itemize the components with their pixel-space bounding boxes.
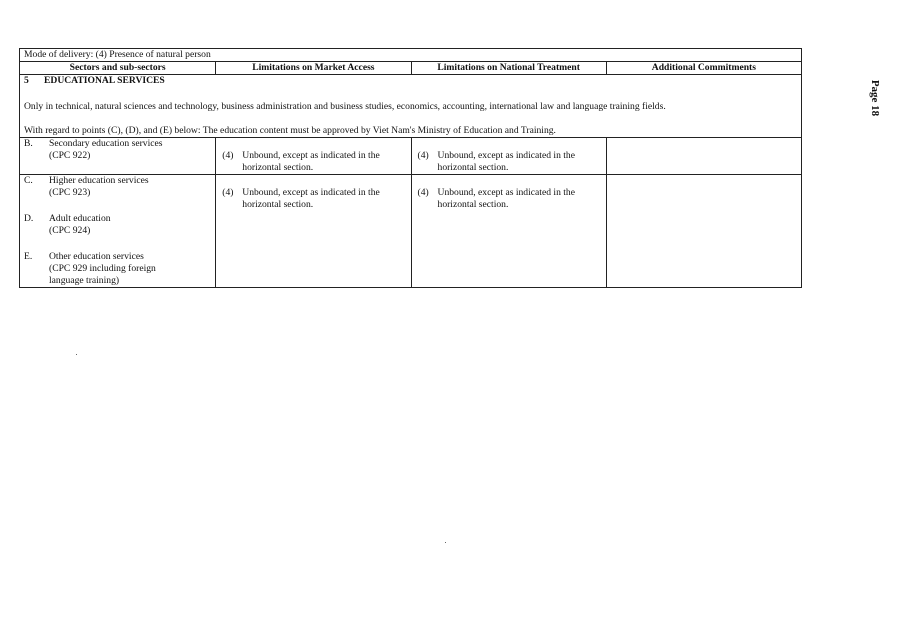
national-treatment-cell [411, 175, 606, 288]
scan-speck [445, 542, 446, 543]
mode-marker: (4) [417, 150, 429, 161]
sector-entry [24, 138, 211, 162]
entry-code: (CPC 923) [49, 187, 91, 198]
additional-commitments-cell [606, 175, 801, 288]
section-row [20, 75, 802, 138]
entry-letter: D. [24, 213, 34, 224]
sector-entry [24, 175, 211, 199]
schedule-table [19, 48, 802, 288]
header-market-access: Limitations on Market Access [216, 62, 411, 75]
entry-code: (CPC 929 including foreign language training) [49, 263, 156, 286]
section-heading [24, 75, 797, 87]
mode-marker: (4) [222, 187, 234, 198]
entry-code: (CPC 922) [49, 150, 91, 161]
header-additional-commitments: Additional Commitments [606, 62, 801, 75]
header-national-treatment: Limitations on National Treatment [411, 62, 606, 75]
page-number: Page 18 [869, 79, 882, 117]
mode-row [20, 49, 802, 62]
sector-entry [24, 251, 211, 287]
mode-marker: (4) [417, 187, 429, 198]
section-title: EDUCATIONAL SERVICES [44, 75, 165, 86]
entry-letter: C. [24, 175, 33, 186]
table-row [20, 175, 802, 288]
mode-marker: (4) [222, 150, 234, 161]
market-access-cell [216, 138, 411, 175]
scan-speck [76, 354, 77, 355]
entry-letter: E. [24, 251, 33, 262]
market-access-cell [216, 175, 411, 288]
section-cell [20, 75, 802, 138]
entry-name: Higher education services [49, 175, 149, 186]
mode-of-delivery: Mode of delivery: (4) Presence of natural person [20, 49, 802, 62]
section-scope: Only in technical, natural sciences and technology, business administration and business studies, economics, accounting, international law and language training fields. [24, 101, 666, 112]
section-note: With regard to points (C), (D), and (E) below: The education content must be approved by Viet Nam's Ministry of Education and Training. [24, 125, 556, 136]
market-access-text: Unbound, except as indicated in the horizontal section. [242, 187, 380, 210]
additional-commitments-cell [606, 138, 801, 175]
table-row [20, 138, 802, 175]
market-access-text: Unbound, except as indicated in the horizontal section. [242, 150, 380, 173]
sector-cell [20, 175, 216, 288]
entry-letter: B. [24, 138, 33, 149]
section-number: 5 [24, 75, 29, 86]
entry-name: Secondary education services [49, 138, 163, 149]
header-sectors: Sectors and sub-sectors [20, 62, 216, 75]
national-treatment-text: Unbound, except as indicated in the horizontal section. [437, 187, 575, 210]
entry-name: Adult education [49, 213, 111, 224]
entry-code: (CPC 924) [49, 225, 91, 236]
sector-cell [20, 138, 216, 175]
national-treatment-text: Unbound, except as indicated in the horizontal section. [437, 150, 575, 173]
entry-name: Other education services [49, 251, 144, 262]
national-treatment-cell [411, 138, 606, 175]
sector-entry [24, 213, 211, 237]
header-row [20, 62, 802, 75]
